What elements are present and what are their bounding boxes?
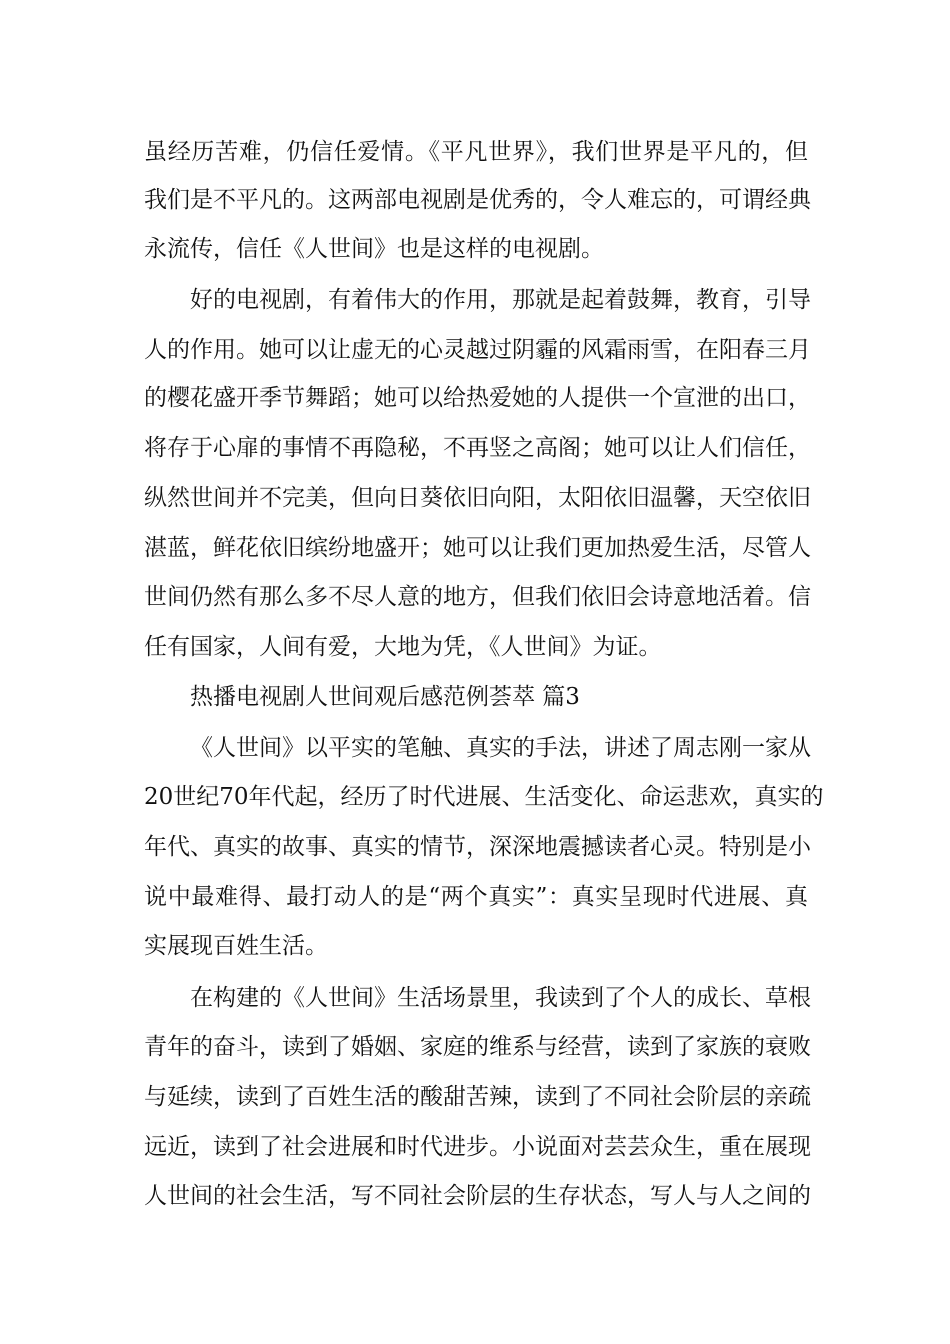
text-line: 我们是不平凡的。这两部电视剧是优秀的，令人难忘的，可谓经典	[144, 187, 811, 213]
text-line: 年代、真实的故事、真实的情节，深深地震撼读者心灵。特别是小	[144, 834, 811, 860]
text-line: 《人世间》以平实的笔触、真实的手法，讲述了周志刚一家从	[190, 735, 811, 761]
text-line: 与延续，读到了百姓生活的酸甜苦辣，读到了不同社会阶层的亲疏	[144, 1084, 811, 1110]
text-line: 在构建的《人世间》生活场景里，我读到了个人的成长、草根	[190, 985, 811, 1011]
section-heading: 热播电视剧人世间观后感范例荟萃 篇3	[190, 684, 580, 710]
text-line: 湛蓝，鲜花依旧缤纷地盛开；她可以让我们更加热爱生活，尽管人	[144, 535, 811, 561]
text-line: 任有国家，人间有爱，大地为凭，《人世间》为证。	[144, 634, 662, 660]
text-line: 实展现百姓生活。	[144, 933, 328, 959]
text-line: 人世间的社会生活，写不同社会阶层的生存状态，写人与人之间的	[144, 1183, 811, 1209]
text-line: 的樱花盛开季节舞蹈；她可以给热爱她的人提供一个宣泄的出口，	[144, 385, 811, 411]
text-line: 说中最难得、最打动人的是“两个真实”：真实呈现时代进展、真	[144, 884, 808, 910]
text-line: 20世纪70年代起，经历了时代进展、生活变化、命运悲欢，真实的	[144, 784, 824, 810]
text-line: 好的电视剧，有着伟大的作用，那就是起着鼓舞，教育，引导	[190, 287, 811, 313]
text-line: 人的作用。她可以让虚无的心灵越过阴霾的风霜雨雪，在阳春三月	[144, 337, 811, 363]
text-line: 青年的奋斗，读到了婚姻、家庭的维系与经营，读到了家族的衰败	[144, 1034, 811, 1060]
text-line: 将存于心扉的事情不再隐秘，不再竖之高阁；她可以让人们信任，	[144, 435, 811, 461]
text-line: 远近，读到了社会进展和时代进步。小说面对芸芸众生，重在展现	[144, 1134, 811, 1160]
text-line: 纵然世间并不完美，但向日葵依旧向阳，太阳依旧温馨，天空依旧	[144, 485, 811, 511]
text-line: 虽经历苦难，仍信任爱情。《平凡世界》，我们世界是平凡的，但	[144, 139, 808, 165]
text-line: 永流传，信任《人世间》也是这样的电视剧。	[144, 236, 604, 262]
text-line: 世间仍然有那么多不尽人意的地方，但我们依旧会诗意地活着。信	[144, 584, 811, 610]
